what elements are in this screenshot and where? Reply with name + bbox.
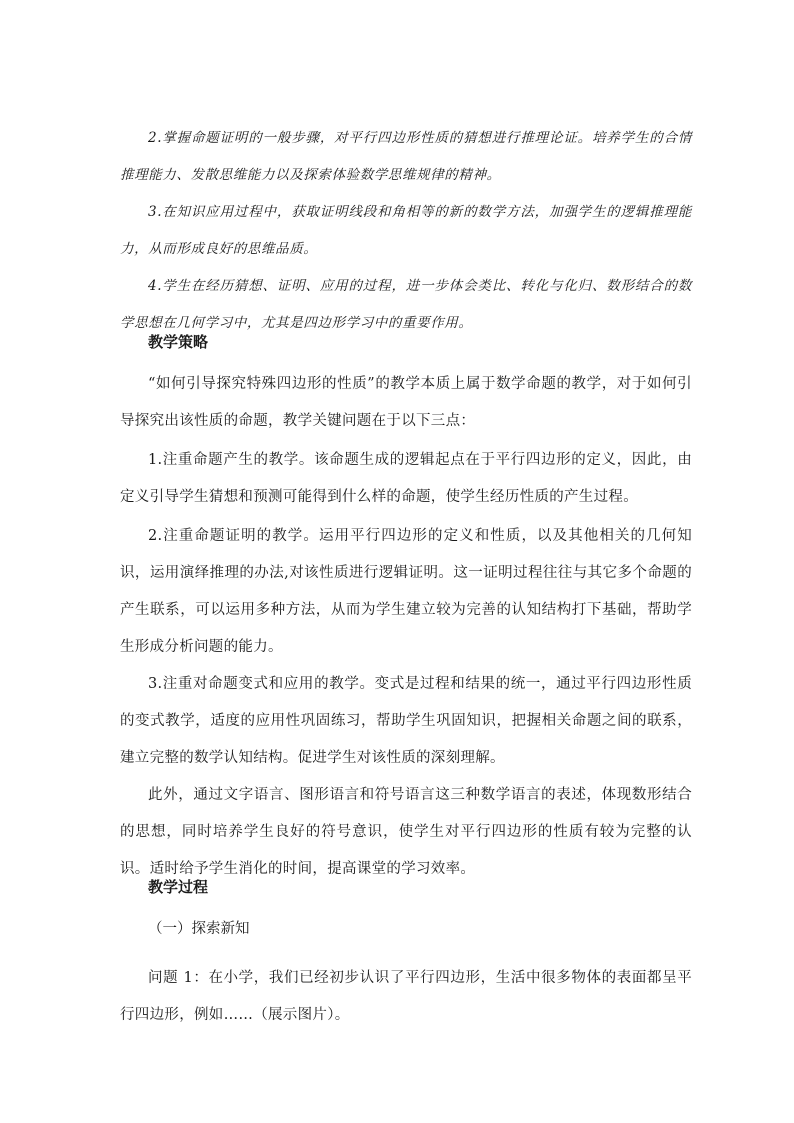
process-heading: 教学过程 bbox=[148, 878, 209, 896]
process-section-1: （一）探索新知 bbox=[148, 921, 250, 937]
strategy-heading: 教学策略 bbox=[148, 333, 209, 351]
strategy-intro: “如何引导探究特殊四边形的性质”的教学本质上属于数学命题的教学，对于如何引导探究出该性质的命题，教学关键问题在于以下三点： bbox=[120, 376, 692, 429]
strategy-point-1: 1.注重命题产生的教学。该命题生成的逻辑起点在于平行四边形的定义，因此，由定义引导学生猜想和预测可能得到什么样的命题，使学生经历性质的产生过程。 bbox=[120, 452, 692, 505]
strategy-point-2: 2.注重命题证明的教学。运用平行四边形的定义和性质，以及其他相关的几何知识，运用演绎推理的办法,对该性质进行逻辑证明。这一证明过程往往与其它多个命题的产生联系，可以运用多种方法，从而为学生建立较为完善的认知结构打下基础，帮助学生形成分析问题的能力。 bbox=[120, 528, 692, 655]
objective-item-2: 2.掌握命题证明的一般步骤，对平行四边形性质的猜想进行推理论证。培养学生的合情推理能力、发散思维能力以及探索体验数学思维规律的精神。 bbox=[120, 130, 692, 183]
process-question-1: 问题 1：在小学，我们已经初步认识了平行四边形，生活中很多物体的表面都呈平行四边形，例如……（展示图片）。 bbox=[120, 970, 692, 1023]
objective-item-4: 4.学生在经历猜想、证明、应用的过程，进一步体会类比、转化与化归、数形结合的数学思想在几何学习中，尤其是四边形学习中的重要作用。 bbox=[120, 278, 692, 331]
strategy-point-3: 3.注重对命题变式和应用的教学。变式是过程和结果的统一，通过平行四边形性质的变式教学，适度的应用性巩固练习，帮助学生巩固知识，把握相关命题之间的联系，建立完整的数学认知结构。促进学生对该性质的深刻理解。 bbox=[120, 676, 692, 766]
objective-item-3: 3.在知识应用过程中，获取证明线段和角相等的新的数学方法，加强学生的逻辑推理能力，从而形成良好的思维品质。 bbox=[120, 204, 692, 257]
strategy-closing: 此外，通过文字语言、图形语言和符号语言这三种数学语言的表述，体现数形结合的思想，同时培养学生良好的符号意识，使学生对平行四边形的性质有较为完整的认识。适时给予学生消化的时间，提高课堂的学习效率。 bbox=[120, 787, 692, 877]
